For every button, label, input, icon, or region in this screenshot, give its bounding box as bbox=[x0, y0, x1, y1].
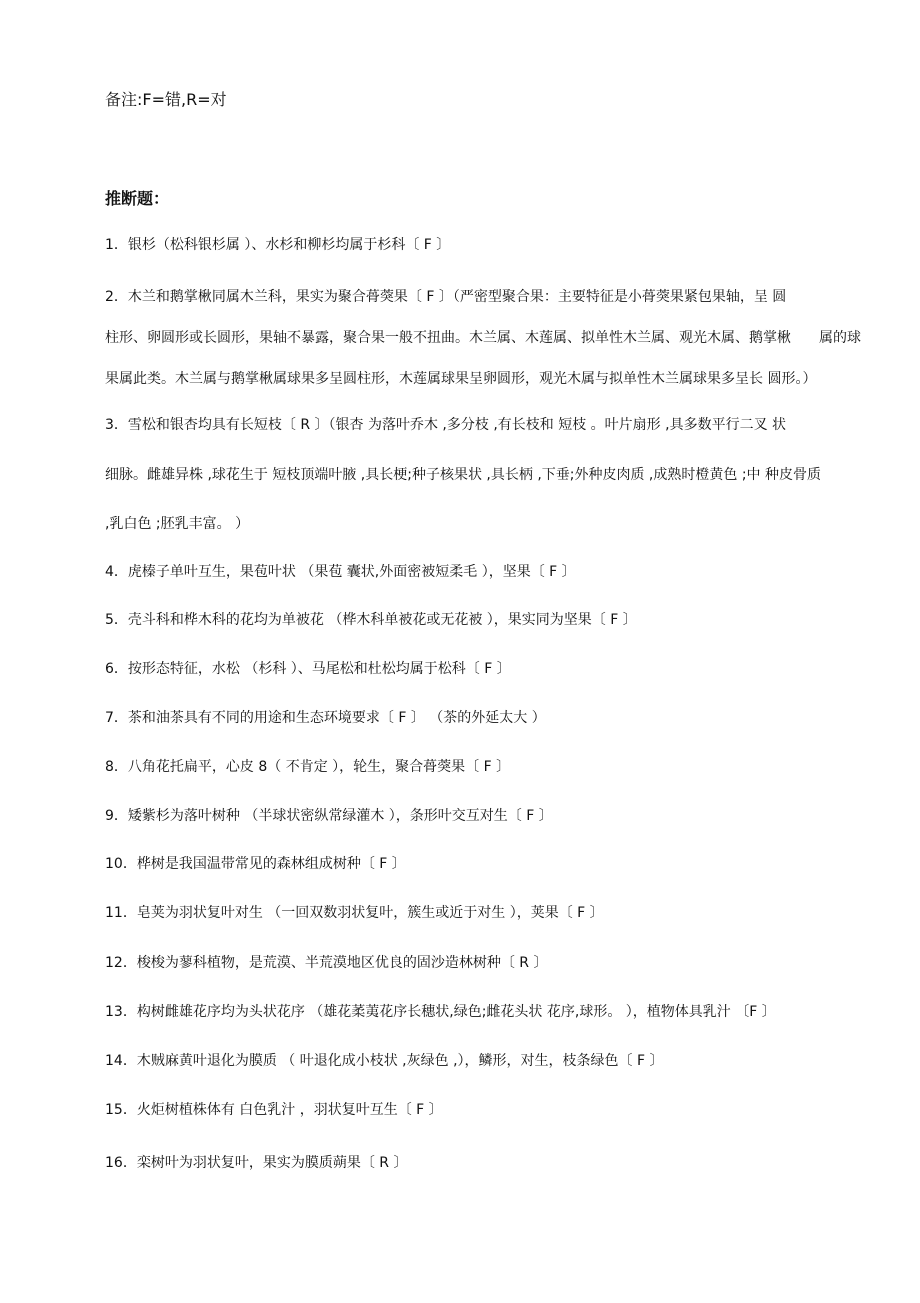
question-10: 10．桦树是我国温带常见的森林组成树种〔 F 〕 bbox=[105, 856, 406, 872]
question-3-cont: 细脉。雌雄异株 ,球花生于 短枝顶端叶腋 ,具长梗;种子核果状 ,具长柄 ,下垂;外种皮肉质 ,成熟时橙黄色 ;中 种皮骨质 bbox=[105, 467, 822, 483]
question-12: 12．梭梭为蓼科植物，是荒漠、半荒漠地区优良的固沙造林树种〔 R 〕 bbox=[105, 955, 548, 971]
question-16: 16．栾树叶为羽状复叶，果实为膜质蒴果〔 R 〕 bbox=[105, 1155, 408, 1171]
question-2: 2．木兰和鹅掌楸同属木兰科，果实为聚合蓇葖果〔 F 〕（严密型聚合果：主要特征是小蓇葖果紧包果轴，呈 圆 bbox=[105, 289, 787, 305]
question-2-cont: 柱形、卵圆形或长圆形，果轴不暴露，聚合果一般不扭曲。木兰属、木莲属、拟单性木兰属、观光木属、鹅掌楸 属的球 bbox=[105, 330, 861, 346]
question-8: 8．八角花托扁平，心皮 8（ 不肯定 ），轮生，聚合蓇葖果〔 F 〕 bbox=[105, 759, 511, 775]
question-9: 9．矮紫杉为落叶树种 （半球状密纵常绿灌木 ），条形叶交互对生〔 F 〕 bbox=[105, 808, 553, 824]
question-2-cont: 果属此类。木兰属与鹅掌楸属球果多呈圆柱形，木莲属球果呈卵圆形，观光木属与拟单性木兰属球果多呈长 圆形。） bbox=[105, 371, 817, 387]
question-1: 1．银杉（松科银杉属 ）、水杉和柳杉均属于杉科〔 F 〕 bbox=[105, 237, 451, 253]
question-7: 7．茶和油茶具有不同的用途和生态环境要求〔 F 〕 （茶的外延太大 ） bbox=[105, 710, 546, 726]
question-3-cont: ,乳白色 ;胚乳丰富。 ） bbox=[105, 516, 250, 532]
note: 备注:F=错,R=对 bbox=[105, 90, 227, 109]
question-13: 13．构树雌雄花序均为头状花序 （雄花葇荑花序长穗状,绿色;雌花头状 花序,球形。 ），植物体具乳汁 〔F 〕 bbox=[105, 1004, 776, 1020]
question-11: 11．皂荚为羽状复叶对生 （一回双数羽状复叶，簇生或近于对生 ），荚果〔 F 〕 bbox=[105, 905, 604, 921]
question-14: 14．木贼麻黄叶退化为膜质 （ 叶退化成小枝状 ,灰绿色 ,），鳞形，对生，枝条绿色〔 F 〕 bbox=[105, 1053, 664, 1069]
question-5: 5．壳斗科和桦木科的花均为单被花 （桦木科单被花或无花被 ），果实同为坚果〔 F 〕 bbox=[105, 612, 637, 628]
question-4: 4．虎榛子单叶互生，果苞叶状 （果苞 囊状,外面密被短柔毛 ），坚果〔 F 〕 bbox=[105, 564, 576, 580]
question-15: 15．火炬树植株体有 白色乳汁 ，羽状复叶互生〔 F 〕 bbox=[105, 1102, 443, 1118]
question-3: 3．雪松和银杏均具有长短枝〔 R 〕（银杏 为落叶乔木 ,多分枝 ,有长枝和 短枝 。叶片扇形 ,具多数平行二叉 状 bbox=[105, 417, 787, 433]
section-title: 推断题： bbox=[105, 189, 170, 208]
question-6: 6．按形态特征，水松 （杉科 ）、马尾松和杜松均属于松科〔 F 〕 bbox=[105, 661, 511, 677]
